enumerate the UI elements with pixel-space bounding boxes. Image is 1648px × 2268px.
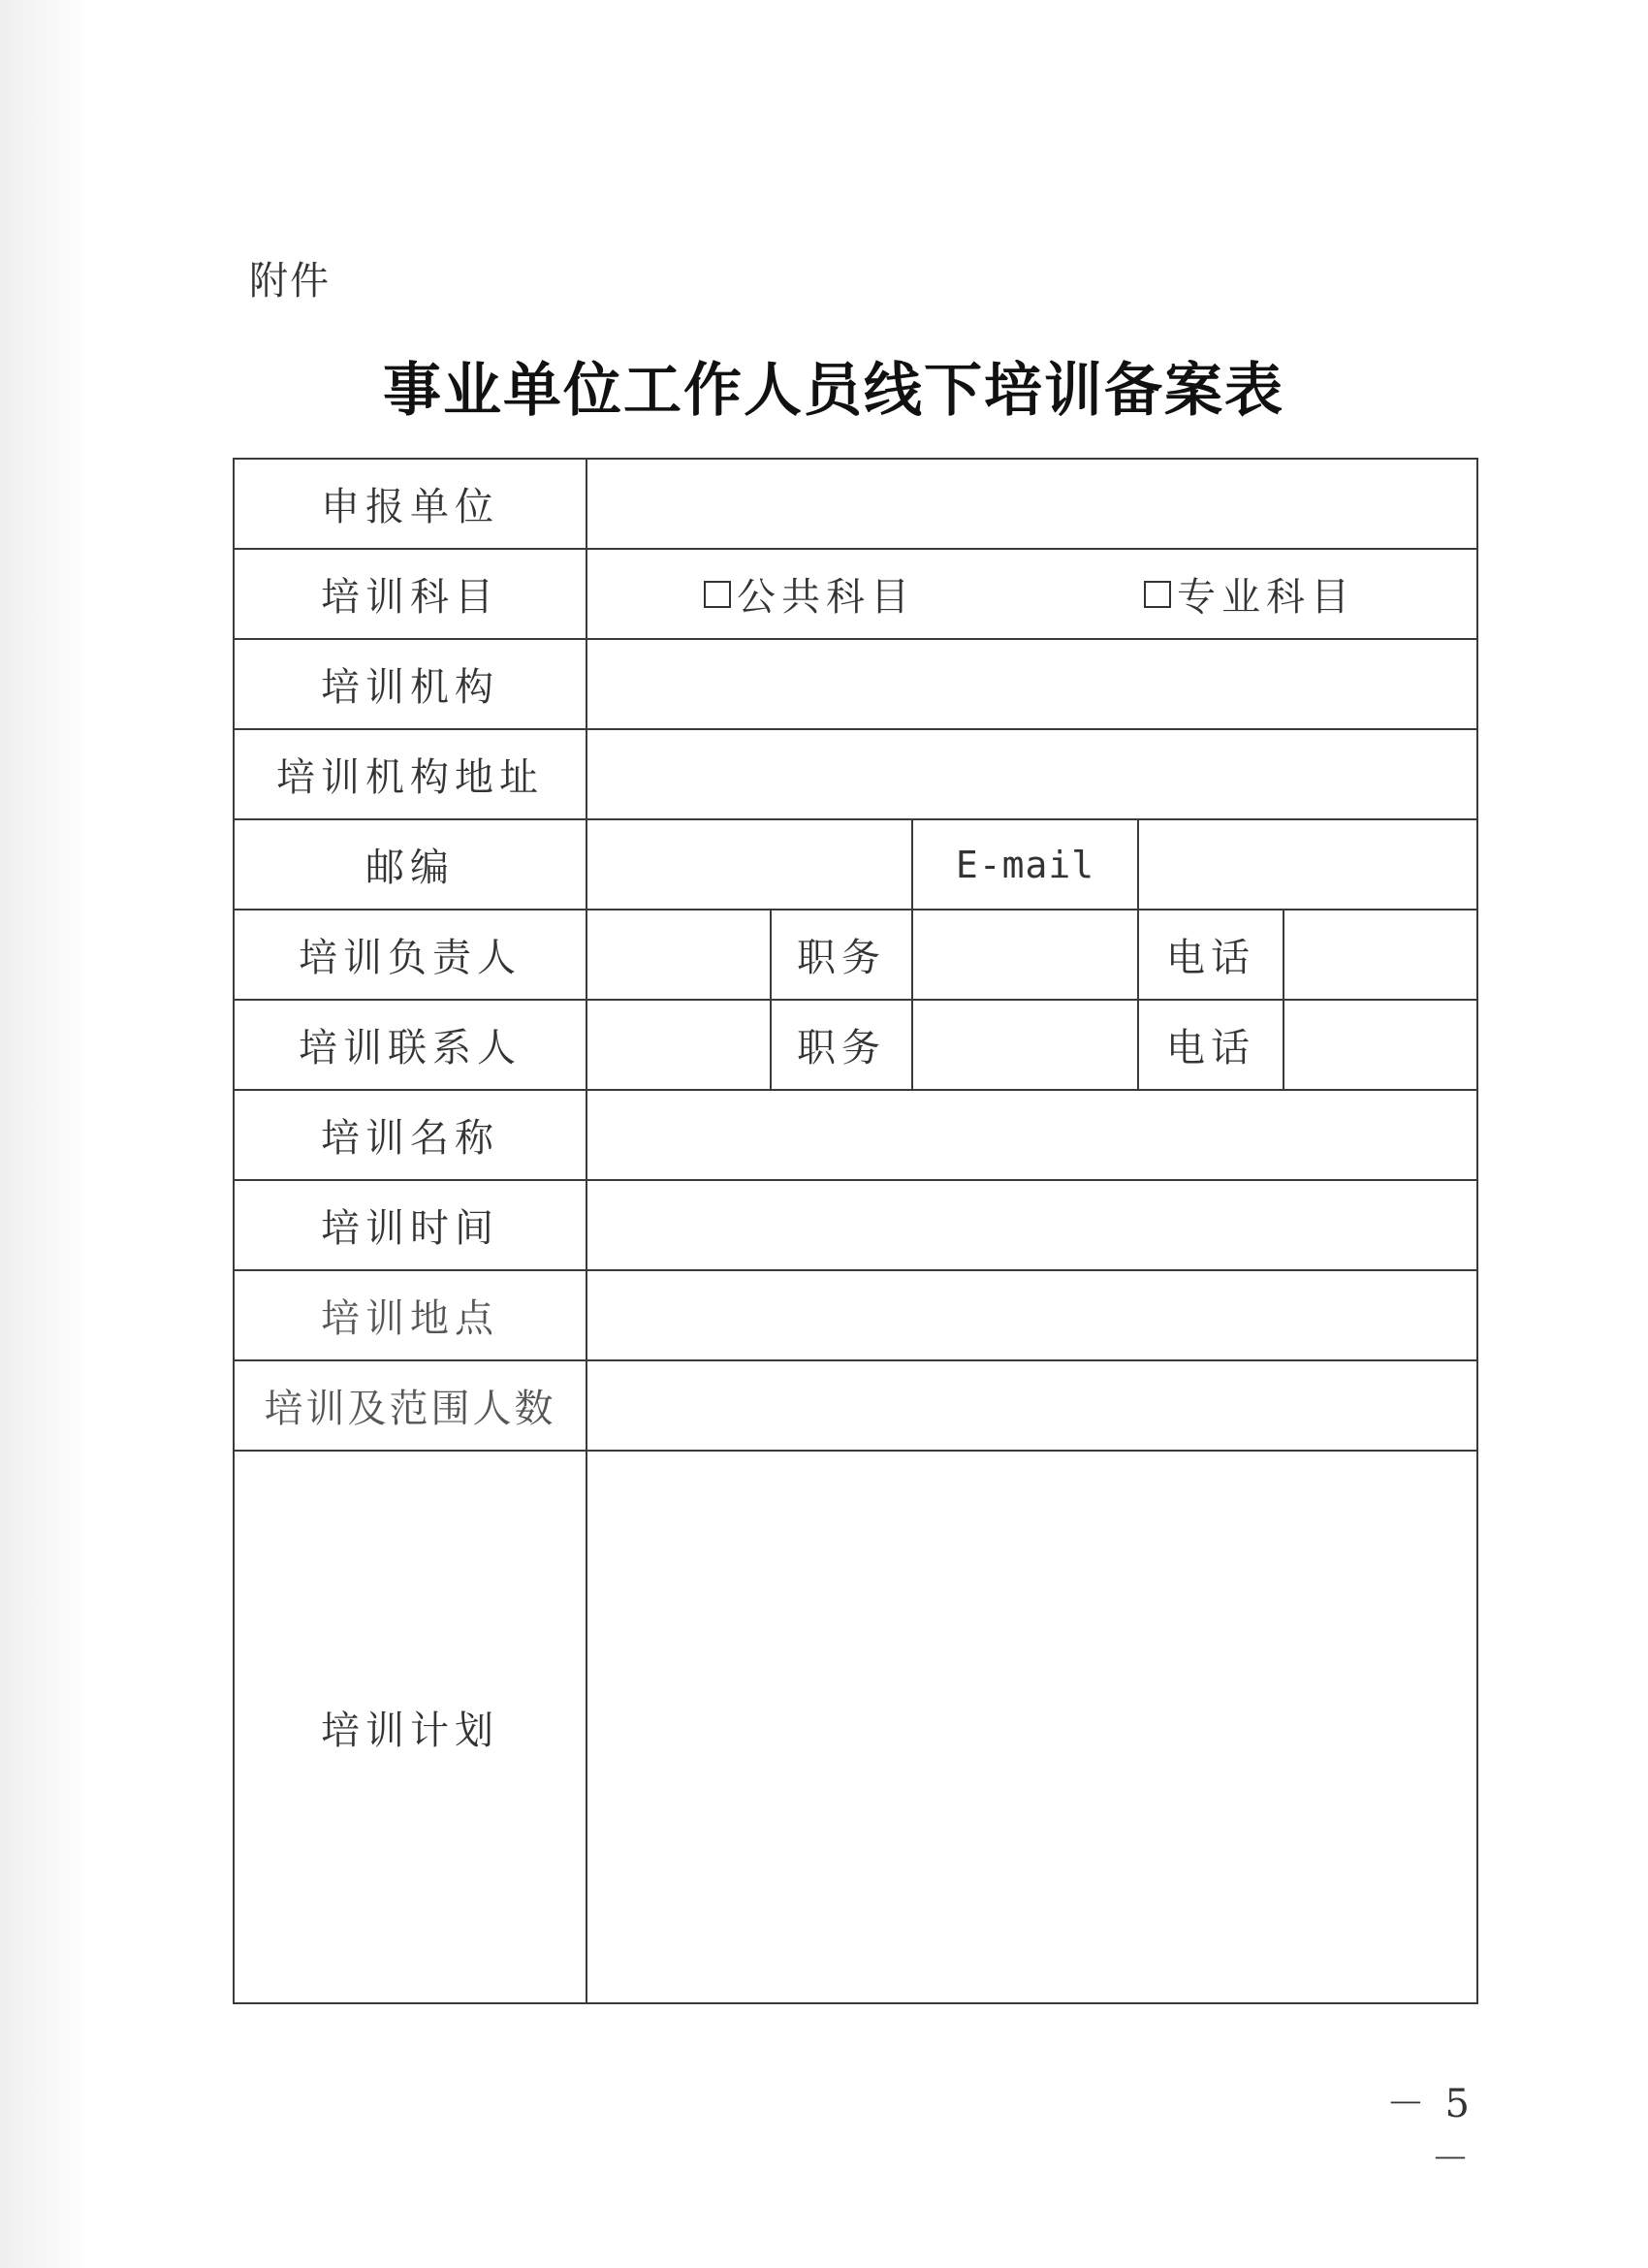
training-plan-field[interactable] <box>586 1451 1477 2003</box>
page-number: － 5 － <box>1385 2082 1474 2182</box>
scan-edge-shadow <box>0 0 92 2268</box>
postcode-field[interactable] <box>586 819 912 910</box>
training-subject-label: 培训科目 <box>234 549 586 639</box>
training-institution-field[interactable] <box>586 639 1477 729</box>
row-training-contact <box>234 1000 1477 1090</box>
training-name-label: 培训名称 <box>234 1090 586 1180</box>
training-location-field[interactable] <box>586 1270 1477 1360</box>
document-title: 事业单位工作人员线下培训备案表 <box>383 357 1284 425</box>
responsible-position-field[interactable] <box>912 910 1138 1000</box>
contact-phone-field[interactable] <box>1284 1000 1477 1090</box>
training-contact-label: 培训联系人 <box>234 1000 586 1090</box>
training-plan-label: 培训计划 <box>234 1451 586 2003</box>
training-responsible-label: 培训负责人 <box>234 910 586 1000</box>
postcode-label: 邮编 <box>234 819 586 910</box>
public-subject-label: 公共科目 <box>737 575 915 620</box>
professional-subject-option[interactable] <box>1144 566 1355 622</box>
training-institution-label: 培训机构 <box>234 639 586 729</box>
row-training-subject <box>234 549 1477 639</box>
contact-position-field[interactable] <box>912 1000 1138 1090</box>
row-institution-address <box>234 729 1477 819</box>
professional-subject-label: 专业科目 <box>1177 575 1356 620</box>
responsible-phone-field[interactable] <box>1284 910 1477 1000</box>
responsible-name-field[interactable] <box>586 910 771 1000</box>
row-training-location <box>234 1270 1477 1360</box>
attachment-label: 附件 <box>249 259 331 303</box>
row-training-scope <box>234 1360 1477 1451</box>
public-subject-option[interactable] <box>704 566 915 622</box>
row-training-plan <box>234 1451 1477 2003</box>
training-time-label: 培训时间 <box>234 1180 586 1270</box>
row-training-institution <box>234 639 1477 729</box>
training-name-field[interactable] <box>586 1090 1477 1180</box>
reporting-unit-label: 申报单位 <box>234 459 586 549</box>
row-postcode-email <box>234 819 1477 910</box>
training-subject-options <box>586 549 1477 639</box>
training-scope-label: 培训及范围人数 <box>234 1360 586 1451</box>
contact-phone-label: 电话 <box>1138 1000 1284 1090</box>
reporting-unit-field[interactable] <box>586 459 1477 549</box>
row-training-name <box>234 1090 1477 1180</box>
checkbox-icon[interactable] <box>704 581 731 608</box>
checkbox-icon[interactable] <box>1144 581 1171 608</box>
contact-position-label: 职务 <box>771 1000 912 1090</box>
responsible-position-label: 职务 <box>771 910 912 1000</box>
row-reporting-unit <box>234 459 1477 549</box>
training-filing-form <box>233 458 1478 2004</box>
email-label: E-mail <box>912 819 1138 910</box>
institution-address-field[interactable] <box>586 729 1477 819</box>
institution-address-label: 培训机构地址 <box>234 729 586 819</box>
responsible-phone-label: 电话 <box>1138 910 1284 1000</box>
row-training-responsible <box>234 910 1477 1000</box>
contact-name-field[interactable] <box>586 1000 771 1090</box>
email-field[interactable] <box>1138 819 1477 910</box>
training-time-field[interactable] <box>586 1180 1477 1270</box>
training-location-label: 培训地点 <box>234 1270 586 1360</box>
training-scope-field[interactable] <box>586 1360 1477 1451</box>
row-training-time <box>234 1180 1477 1270</box>
